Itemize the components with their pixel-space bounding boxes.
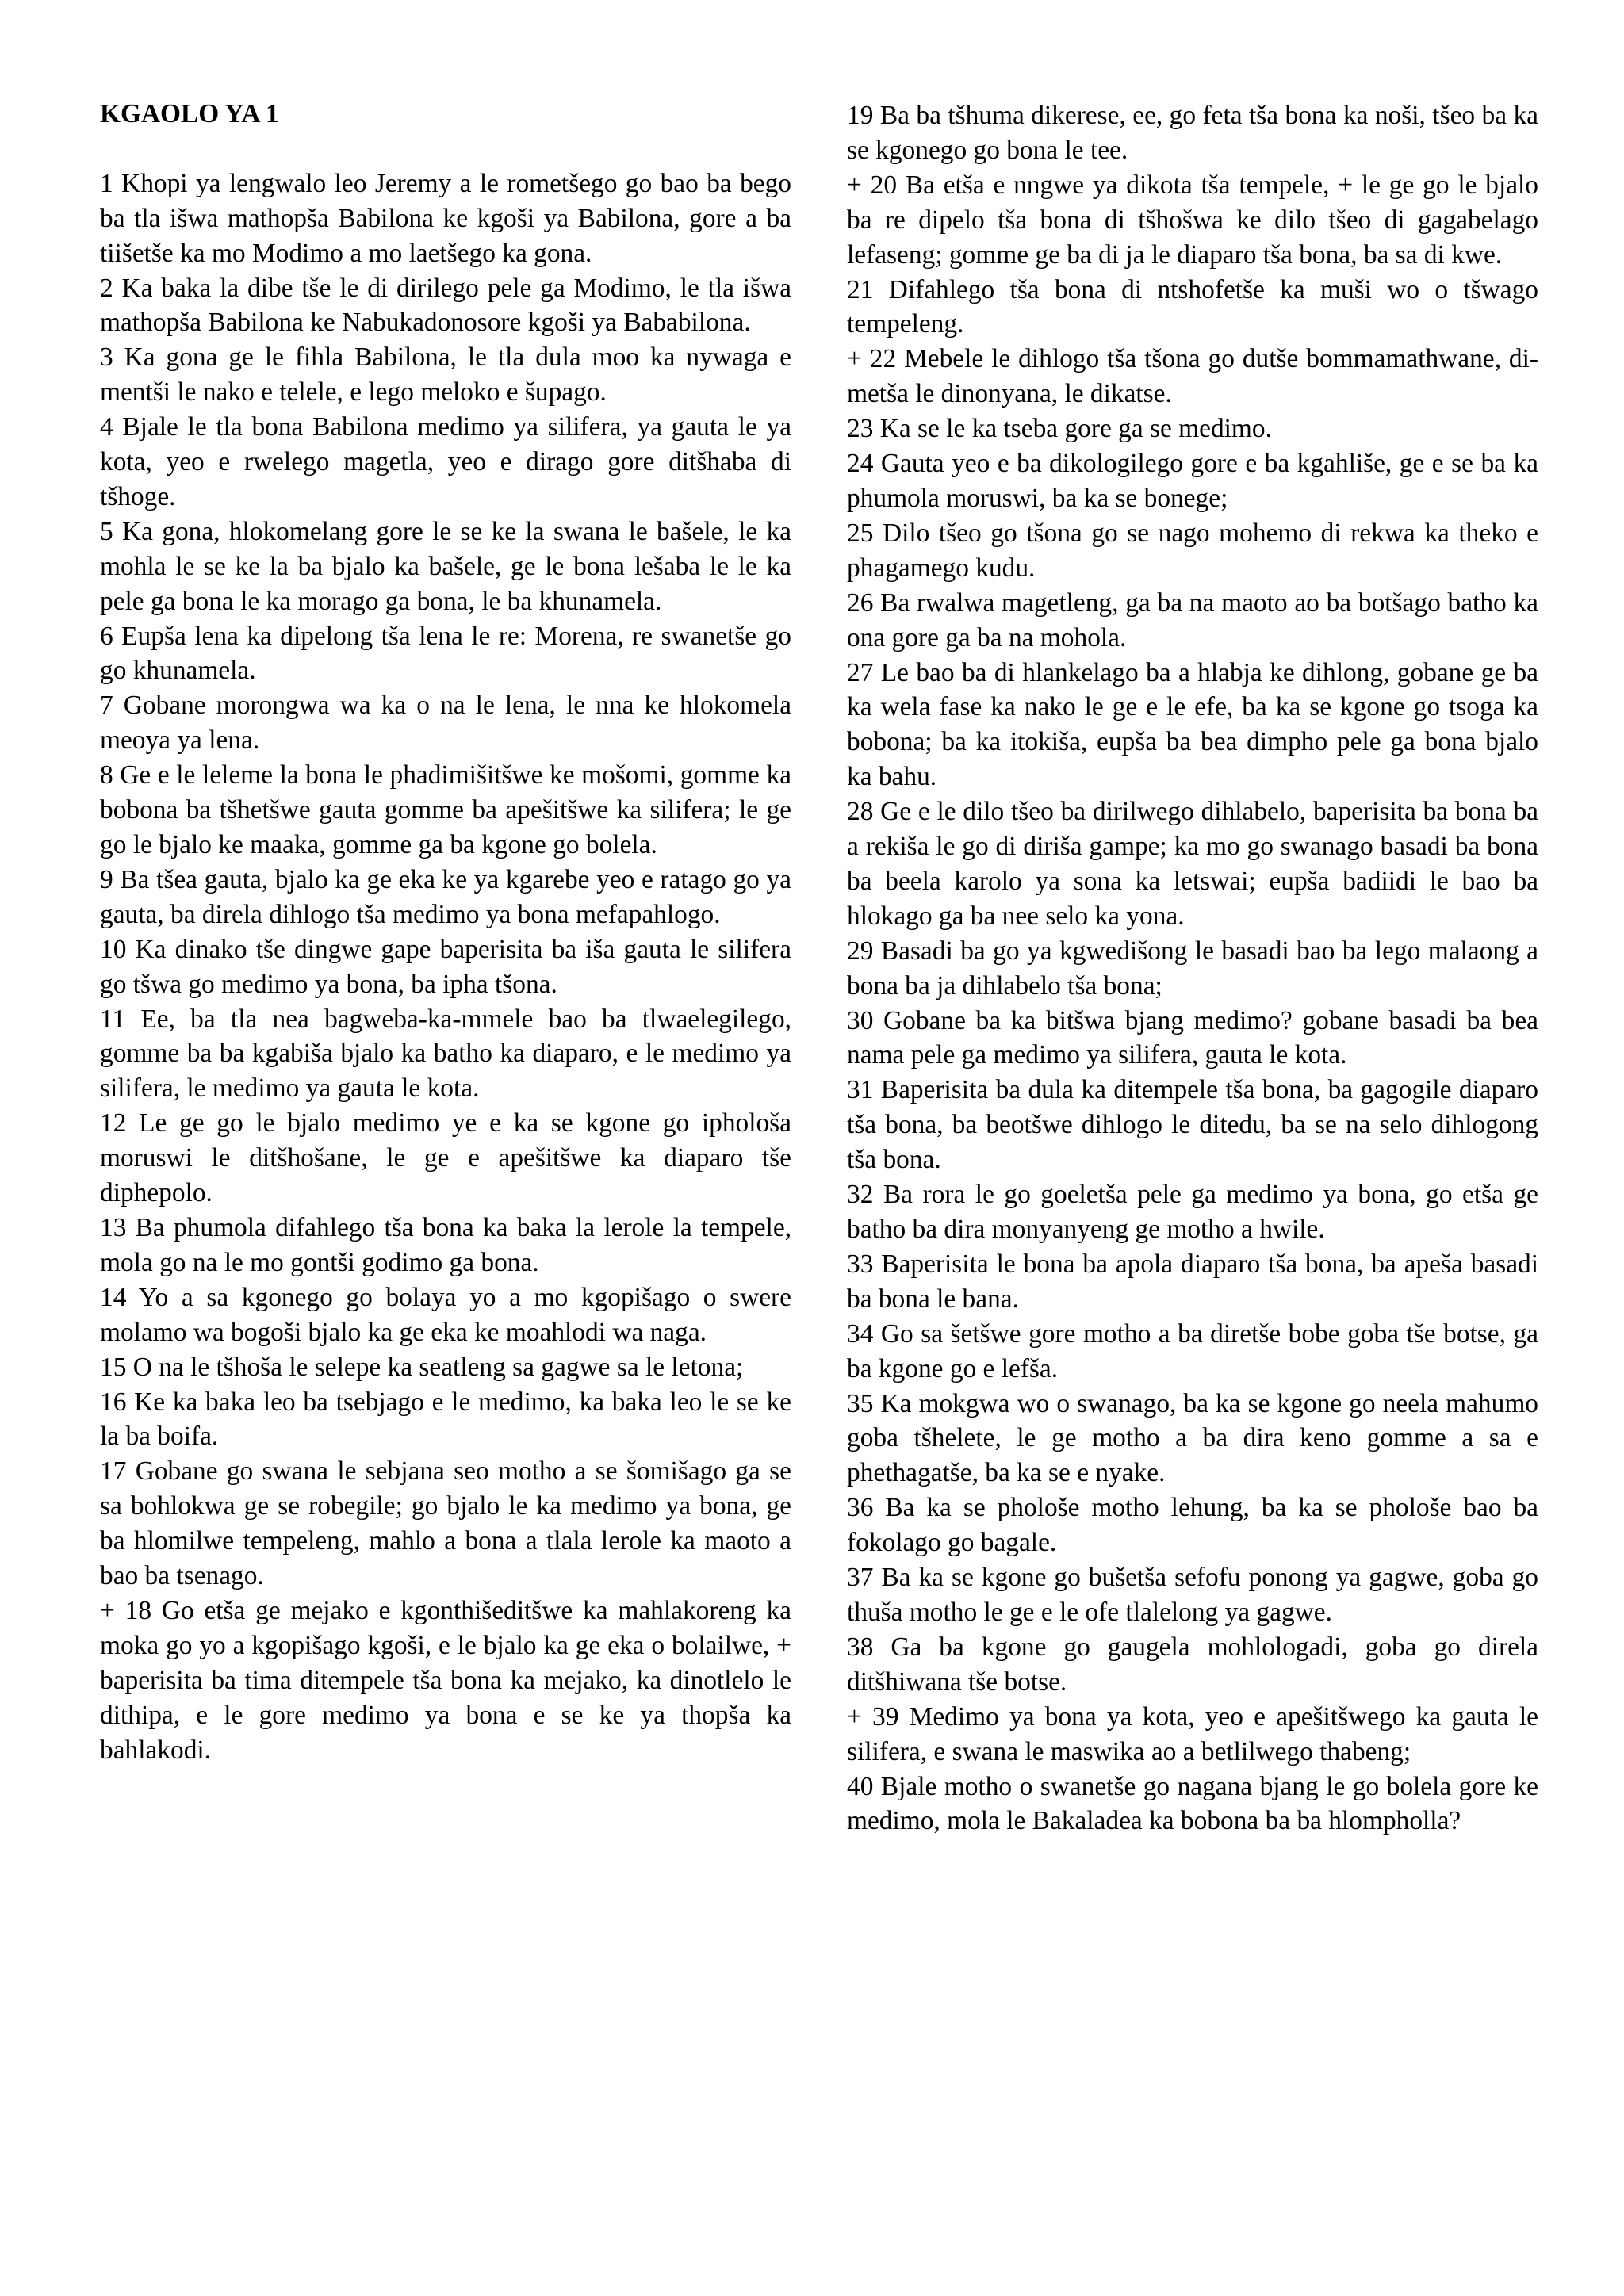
verse: 11 Ee, ba tla nea bagweba-ka-mmele bao ba tlwaelegilego, gomme ba ba kgabiša bjalo ka batho ka diaparo, e le medimo ya silifera, le medimo ya gauta le kota. [100, 1004, 791, 1104]
verse: 32 Ba rora le go goeletša pele ga medimo ya bona, go etša ge batho ba dira monyanyeng ge motho a hwile. [847, 1180, 1538, 1244]
verse: + 20 Ba etša e nngwe ya dikota tša tempele, + le ge go le bjalo ba re dipelo tša bona di tšhošwa ke dilo tšeo di gagabelago lefaseng; gomme ge ba di ja le diaparo tša bona, ba sa di kwe. [847, 170, 1538, 270]
left-column [100, 97, 791, 1767]
verse: 23 Ka se le ka tseba gore ga se medimo. [847, 414, 1272, 444]
verse: 30 Gobane ba ka bitšwa bjang medimo? gobane basadi ba bea nama pele ga medimo ya silifera, gauta le kota. [847, 1005, 1538, 1070]
verse: 38 Ga ba kgone go gaugela mohlologadi, goba go direla ditšhiwana tše botse. [847, 1632, 1538, 1697]
verse: 7 Gobane morongwa wa ka o na le lena, le nna ke hlokomela meoya ya lena. [100, 691, 791, 756]
verse: 27 Le bao ba di hlankelago ba a hlabja ke dihlong, gobane ge ba ka wela fase ka nako le ge e le efe, ba ka se kgone go tsoga ka bobona; ba ka itokiša, eupša ba bea dimpho pele ga bona bjalo ka bahu. [847, 657, 1538, 792]
verse: 8 Ge e le leleme la bona le phadimišitšwe ke mošomi, gomme ka bobona ba tšhetšwe gauta gomme ba apešitšwe ka silifera; le ge go le bjalo ke maaka, gomme ga ba kgone go bolela. [100, 760, 791, 860]
verse: 35 Ka mokgwa wo o swanago, ba ka se kgone go neela mahumo goba tšhelete, le ge motho a ba dira keno gomme a sa e phethagatše, ba ka se e nyake. [847, 1388, 1538, 1488]
verse: + 18 Go etša ge mejako e kgonthišeditšwe ka mahlakoreng ka moka go yo a kgopišago kgoši, e le bjalo ka ge eka o bolailwe, + baperisita ba tima ditempele tša bona ka mejako, ka dinotlelo le dithipa, e le gore medimo ya bona e se ke ya thopša ka bahlakodi. [100, 1595, 791, 1765]
right-column [847, 98, 1538, 1839]
verse: 3 Ka gona ge le fihla Babilona, le tla dula moo ka nywaga e mentši le nako e telele, e lego meloko e šupago. [100, 342, 791, 408]
verse: 29 Basadi ba go ya kgwedišong le basadi bao ba lego malaong a bona ba ja dihlabelo tša bona; [847, 936, 1538, 1001]
chapter-heading: KGAOLO YA 1 [100, 99, 279, 128]
verse: 12 Le ge go le bjalo medimo ye e ka se kgone go iphološa moruswi le ditšhošane, le ge e apešitšwe ka diaparo tše diphepolo. [100, 1108, 791, 1208]
verse: 37 Ba ka se kgone go bušetša sefofu ponong ya gagwe, goba go thuša motho le ge e le ofe tlalelong ya gagwe. [847, 1563, 1538, 1627]
verse: 31 Baperisita ba dula ka ditempele tša bona, ba gagogile diaparo tša bona, ba beotšwe dihlogo le ditedu, ba se na selo dihlogong tša bona. [847, 1075, 1538, 1175]
verse: 21 Difahlego tša bona di ntshofetše ka muši wo o tšwago tempeleng. [847, 274, 1538, 339]
verse: 28 Ge e le dilo tšeo ba dirilwego dihlabelo, baperisita ba bona ba a rekiša le go di diriša gampe; ka mo go swanago basadi ba bona ba beela karolo ya sona ka letswai; eupša badiidi le bao ba hlokago ga ba nee selo ka yona. [847, 797, 1538, 931]
verse: 17 Gobane go swana le sebjana seo motho a se šomišago ga se sa bohlokwa ge se robegile; go bjalo le ka medimo ya bona, ge ba hlomilwe tempeleng, mahlo a bona a tlala lerole ka maoto a bao ba tsenago. [100, 1456, 791, 1591]
verse: 10 Ka dinako tše dingwe gape baperisita ba iša gauta le silifera go tšwa go medimo ya bona, ba ipha tšona. [100, 934, 791, 999]
verse: 1 Khopi ya lengwalo leo Jeremy a le rometšego go bao ba bego ba tla išwa mathopša Babilona ke kgoši ya Babilona, gore a ba tiišetše ka mo Modimo a mo laetšego ka gona. [100, 168, 791, 268]
verse: 33 Baperisita le bona ba apola diaparo tša bona, ba apeša basadi ba bona le bana. [847, 1249, 1538, 1314]
verse: 13 Ba phumola difahlego tša bona ka baka la lerole la tempele, mola go na le mo gontši godimo ga bona. [100, 1212, 791, 1277]
verse: 15 O na le tšhoša le selepe ka seatleng sa gagwe sa le letona; [100, 1352, 744, 1382]
verse: + 22 Mebele le dihlogo tša tšona go dutše bommamathwane, di- metša le dinonyana, le dikatse. [847, 344, 1538, 409]
verse: 4 Bjale le tla bona Babilona medimo ya silifera, ya gauta le ya kota, yeo e rwelego magetla, yeo e dirago gore ditšhaba di tšhoge. [100, 412, 791, 511]
verse: 5 Ka gona, hlokomelang gore le se ke la swana le bašele, le ka mohla le se ke la ba bjalo ka bašele, ge le bona lešaba le le ka pele ga bona le ka morago ga bona, le ba khunamela. [100, 516, 791, 616]
verse: 25 Dilo tšeo go tšona go se nago mohemo di rekwa ka theko e phagamego kudu. [847, 518, 1538, 583]
verse: 16 Ke ka baka leo ba tsebjago e le medimo, ka baka leo le se ke la ba boifa. [100, 1387, 791, 1452]
verse: 19 Ba ba tšhuma dikerese, ee, go feta tša bona ka noši, tšeo ba ka se kgonego go bona le tee. [847, 101, 1538, 165]
verse: 14 Yo a sa kgonego go bolaya yo a mo kgopišago o swere molamo wa bogoši bjalo ka ge eka ke moahlodi wa naga. [100, 1282, 791, 1347]
verse: 34 Go sa šetšwe gore motho a ba diretše bobe goba tše botse, ga ba kgone go e lefša. [847, 1318, 1538, 1383]
verse: 9 Ba tšea gauta, bjalo ka ge eka ke ya kgarebe yeo e ratago go ya gauta, ba direla dihlogo tša medimo ya bona mefapahlogo. [100, 864, 791, 929]
verse: + 39 Medimo ya bona ya kota, yeo e apešitšwego ka gauta le silifera, e swana le maswika ao a betlilwego thabeng; [847, 1701, 1538, 1766]
verse: 24 Gauta yeo e ba dikologilego gore e ba kgahliše, ge e se ba ka phumola moruswi, ba ka se bonege; [847, 449, 1538, 513]
verse: 40 Bjale motho o swanetše go nagana bjang le go bolela gore ke medimo, mola le Bakaladea ka bobona ba ba hlompholla? [847, 1771, 1538, 1836]
verse: 36 Ba ka se phološe motho lehung, ba ka se phološe bao ba fokolago go bagale. [847, 1493, 1538, 1558]
verse: 26 Ba rwalwa magetleng, ga ba na maoto ao ba botšago batho ka ona gore ga ba na mohola. [847, 587, 1538, 652]
verse: 2 Ka baka la dibe tše le di dirilego pele ga Modimo, le tla išwa mathopša Babilona ke Nabukadonosore kgoši ya Bababilona. [100, 273, 791, 338]
verse: 6 Eupša lena ka dipelong tša lena le re: Morena, re swanetše go go khunamela. [100, 621, 791, 686]
